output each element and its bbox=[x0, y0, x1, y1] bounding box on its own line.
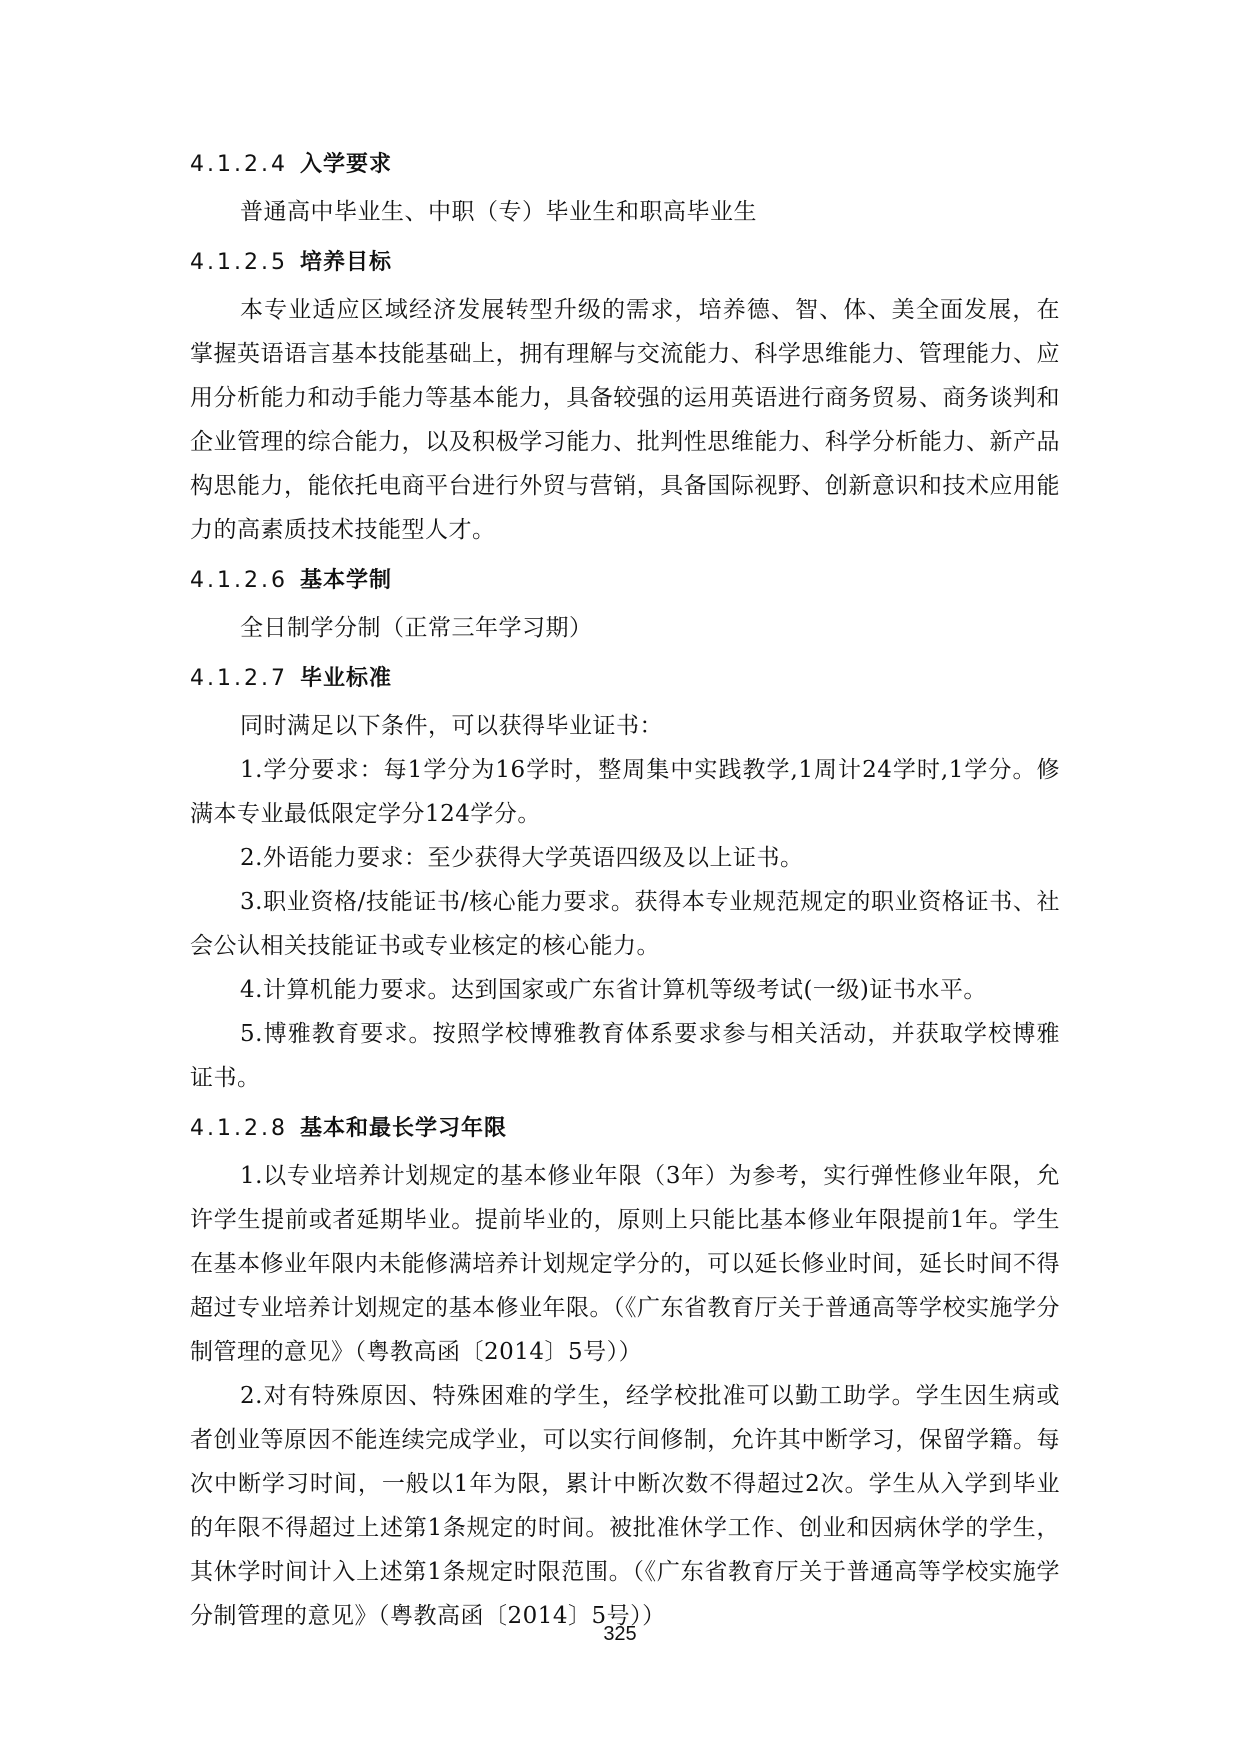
paragraph: 1.学分要求：每1学分为16学时，整周集中实践教学,1周计24学时,1学分。修满本专业最低限定学分124学分。 bbox=[190, 757, 1060, 827]
paragraph: 5.博雅教育要求。按照学校博雅教育体系要求参与相关活动，并获取学校博雅证书。 bbox=[190, 1021, 1060, 1091]
section-title: 入学要求 bbox=[300, 152, 393, 177]
paragraph: 同时满足以下条件，可以获得毕业证书： bbox=[240, 713, 663, 739]
section-heading bbox=[190, 654, 1060, 704]
document-body bbox=[190, 140, 1060, 1638]
section-heading bbox=[190, 556, 1060, 606]
paragraph: 普通高中毕业生、中职（专）毕业生和职高毕业生 bbox=[240, 199, 757, 225]
section-title: 培养目标 bbox=[300, 250, 393, 275]
paragraph: 4.计算机能力要求。达到国家或广东省计算机等级考试(一级)证书水平。 bbox=[240, 977, 987, 1003]
section-title: 基本学制 bbox=[300, 568, 393, 593]
section-heading bbox=[190, 1104, 1060, 1154]
paragraph: 本专业适应区域经济发展转型升级的需求，培养德、智、体、美全面发展，在掌握英语语言基本技能基础上，拥有理解与交流能力、科学思维能力、管理能力、应用分析能力和动手能力等基本能力，具备较强的运用英语进行商务贸易、商务谈判和企业管理的综合能力，以及积极学习能力、批判性思维能力、科学分析能力、新产品构思能力，能依托电商平台进行外贸与营销，具备国际视野、创新意识和技术应用能力的高素质技术技能型人才。 bbox=[190, 297, 1060, 543]
section-title: 毕业标准 bbox=[300, 666, 393, 691]
section-number: 4.1.2.8 bbox=[190, 1116, 288, 1141]
section-title: 基本和最长学习年限 bbox=[300, 1116, 508, 1141]
page-number: 325 bbox=[603, 1623, 637, 1645]
paragraph: 2.外语能力要求：至少获得大学英语四级及以上证书。 bbox=[240, 845, 804, 871]
section-heading bbox=[190, 238, 1060, 288]
section-number: 4.1.2.6 bbox=[190, 568, 288, 593]
section-heading bbox=[190, 140, 1060, 190]
paragraph: 全日制学分制（正常三年学习期） bbox=[240, 615, 593, 641]
section-number: 4.1.2.4 bbox=[190, 152, 288, 177]
paragraph: 3.职业资格/技能证书/核心能力要求。获得本专业规范规定的职业资格证书、社会公认相关技能证书或专业核定的核心能力。 bbox=[190, 889, 1060, 959]
section-number: 4.1.2.5 bbox=[190, 250, 288, 275]
section-number: 4.1.2.7 bbox=[190, 666, 288, 691]
paragraph: 1.以专业培养计划规定的基本修业年限（3年）为参考，实行弹性修业年限，允许学生提前或者延期毕业。提前毕业的，原则上只能比基本修业年限提前1年。学生在基本修业年限内未能修满培养计划规定学分的，可以延长修业时间，延长时间不得超过专业培养计划规定的基本修业年限。（《广东省教育厅关于普通高等学校实施学分制管理的意见》（粤教高函〔2014〕5号）） bbox=[190, 1163, 1060, 1365]
paragraph: 2.对有特殊原因、特殊困难的学生，经学校批准可以勤工助学。学生因生病或者创业等原因不能连续完成学业，可以实行间修制，允许其中断学习，保留学籍。每次中断学习时间，一般以1年为限，累计中断次数不得超过2次。学生从入学到毕业的年限不得超过上述第1条规定的时间。被批准休学工作、创业和因病休学的学生，其休学时间计入上述第1条规定时限范围。（《广东省教育厅关于普通高等学校实施学分制管理的意见》（粤教高函〔2014〕5号）） bbox=[190, 1383, 1060, 1629]
